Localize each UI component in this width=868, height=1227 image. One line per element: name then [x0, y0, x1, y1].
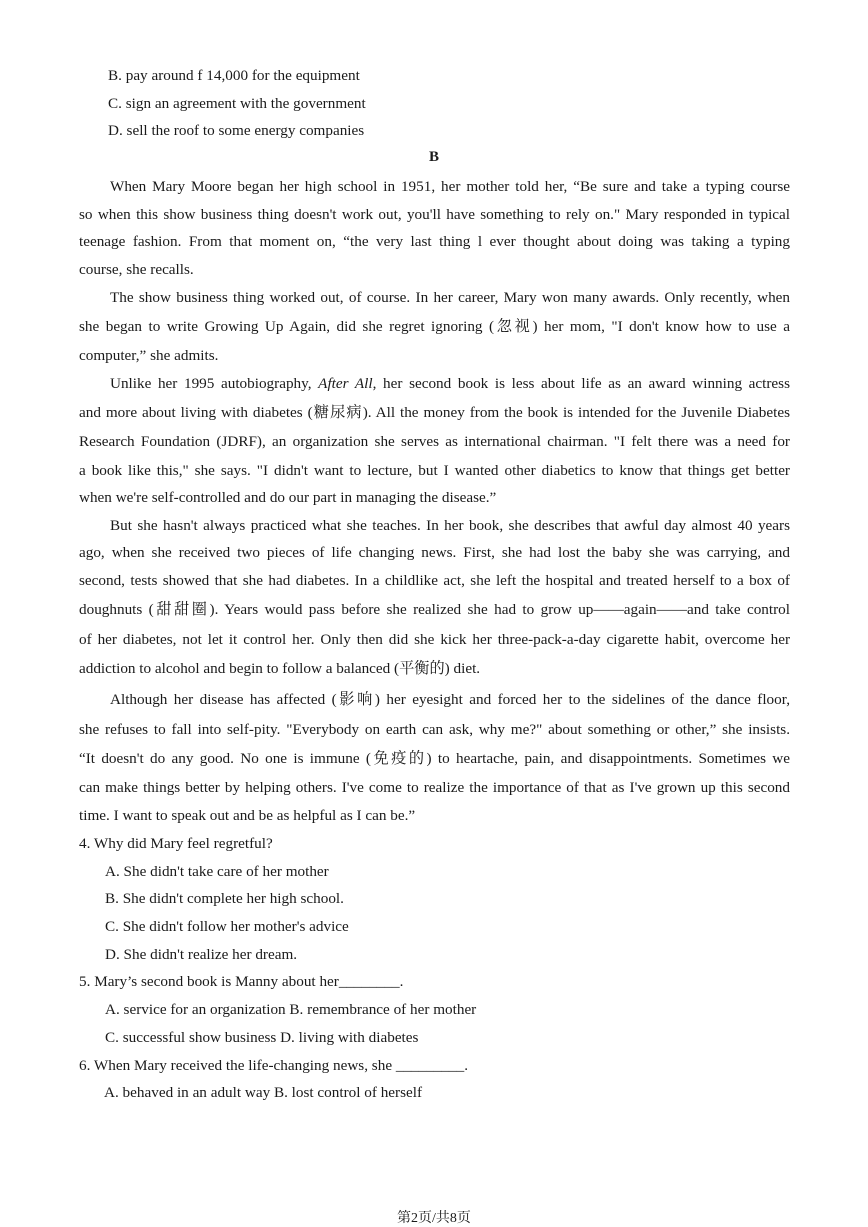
paragraph-5-line-5: time. I want to speak out and be as helpful as I can be.” — [79, 807, 416, 824]
paragraph-3-line-2: and more about living with diabetes (糖尿病). All the money from the book is intended for the Juvenile Diabetes — [79, 404, 790, 421]
paragraph-2-line-2: she began to write Growing Up Again, did she regret ignoring (忽视) her mom, "I don't know how to use a — [79, 318, 790, 335]
option-d-prev: D. sell the roof to some energy companies — [108, 122, 365, 139]
paragraph-5-line-1: Although her disease has affected (影响) her eyesight and forced her to the sidelines of the dance floor, — [110, 691, 790, 708]
question-4-option-d: D. She didn't realize her dream. — [105, 946, 298, 963]
paragraph-5-line-4: can make things better by helping others. I've come to realize the importance of that as I've grown up this second — [79, 779, 790, 796]
question-6-stem: 6. When Mary received the life-changing news, she _________. — [79, 1057, 468, 1074]
option-c-prev: C. sign an agreement with the government — [108, 95, 366, 112]
question-5-stem: 5. Mary’s second book is Manny about her________. — [79, 973, 404, 990]
section-heading: B — [428, 149, 439, 165]
option-b-prev: B. pay around f 14,000 for the equipment — [108, 67, 360, 84]
paragraph-1-line-2: so when this show business thing doesn't work out, you'll have something to rely on." Mary responded in typical — [79, 206, 790, 223]
paragraph-4-line-6: addiction to alcohol and begin to follow a balanced (平衡的) diet. — [79, 660, 481, 677]
question-5-options-ab: A. service for an organization B. remembrance of her mother — [105, 1001, 477, 1018]
question-4-option-a: A. She didn't take care of her mother — [105, 863, 329, 880]
paragraph-1-line-1: When Mary Moore began her high school in 1951, her mother told her, “Be sure and take a typing course — [110, 178, 790, 195]
paragraph-5-line-2: she refuses to fall into self-pity. "Everybody on earth can ask, why me?" about something or other,” she insists. — [79, 721, 790, 738]
paragraph-3-line-5: when we're self-controlled and do our part in managing the disease.” — [79, 489, 497, 506]
paragraph-4-line-4: doughnuts (甜甜圈). Years would pass before she realized she had to grow up——again——and take control — [79, 601, 790, 618]
paragraph-3-line-4: a book like this," she says. "I didn't want to lecture, but I wanted other diabetics to know that things get better — [79, 462, 790, 479]
question-4-option-b: B. She didn't complete her high school. — [105, 890, 344, 907]
paragraph-2-line-3: computer,” she admits. — [79, 347, 219, 364]
question-4-stem: 4. Why did Mary feel regretful? — [79, 835, 273, 852]
paragraph-3-prefix: Unlike her 1995 autobiography, — [110, 375, 319, 392]
paragraph-4-line-3: second, tests showed that she had diabetes. In a childlike act, she left the hospital and treated herself to a box of — [79, 572, 790, 589]
paragraph-1-line-3: teenage fashion. From that moment on, “the very last thing l ever thought about doing was taking a typing — [79, 233, 790, 250]
paragraph-4-line-1: But she hasn't always practiced what she teaches. In her book, she describes that awful day almost 40 years — [110, 517, 790, 534]
book-title-after-all: After All — [318, 375, 373, 392]
question-4-option-c: C. She didn't follow her mother's advice — [105, 918, 349, 935]
paragraph-3-line-1 — [110, 374, 790, 394]
page-footer: 第2页/共8页 — [397, 1211, 471, 1226]
paragraph-4-line-5: of her diabetes, not let it control her. Only then did she kick her three-pack-a-day cigarette habit, overcome her — [79, 631, 790, 648]
paragraph-3-rest: , her second book is less about life as an award winning actress — [372, 375, 790, 392]
question-5-options-cd: C. successful show business D. living with diabetes — [105, 1029, 419, 1046]
paragraph-2-line-1: The show business thing worked out, of course. In her career, Mary won many awards. Only recently, when — [110, 289, 790, 306]
paragraph-1-line-4: course, she recalls. — [79, 261, 194, 278]
question-6-options-ab: A. behaved in an adult way B. lost control of herself — [104, 1084, 423, 1101]
paragraph-3-line-3: Research Foundation (JDRF), an organization she serves as international chairman. "I felt there was a need for — [79, 433, 790, 450]
paragraph-4-line-2: ago, when she received two pieces of life changing news. First, she had lost the baby she was carrying, and — [79, 544, 790, 561]
paragraph-5-line-3: “It doesn't do any good. No one is immune (免疫的) to heartache, pain, and disappointments. Sometimes we — [79, 750, 790, 767]
